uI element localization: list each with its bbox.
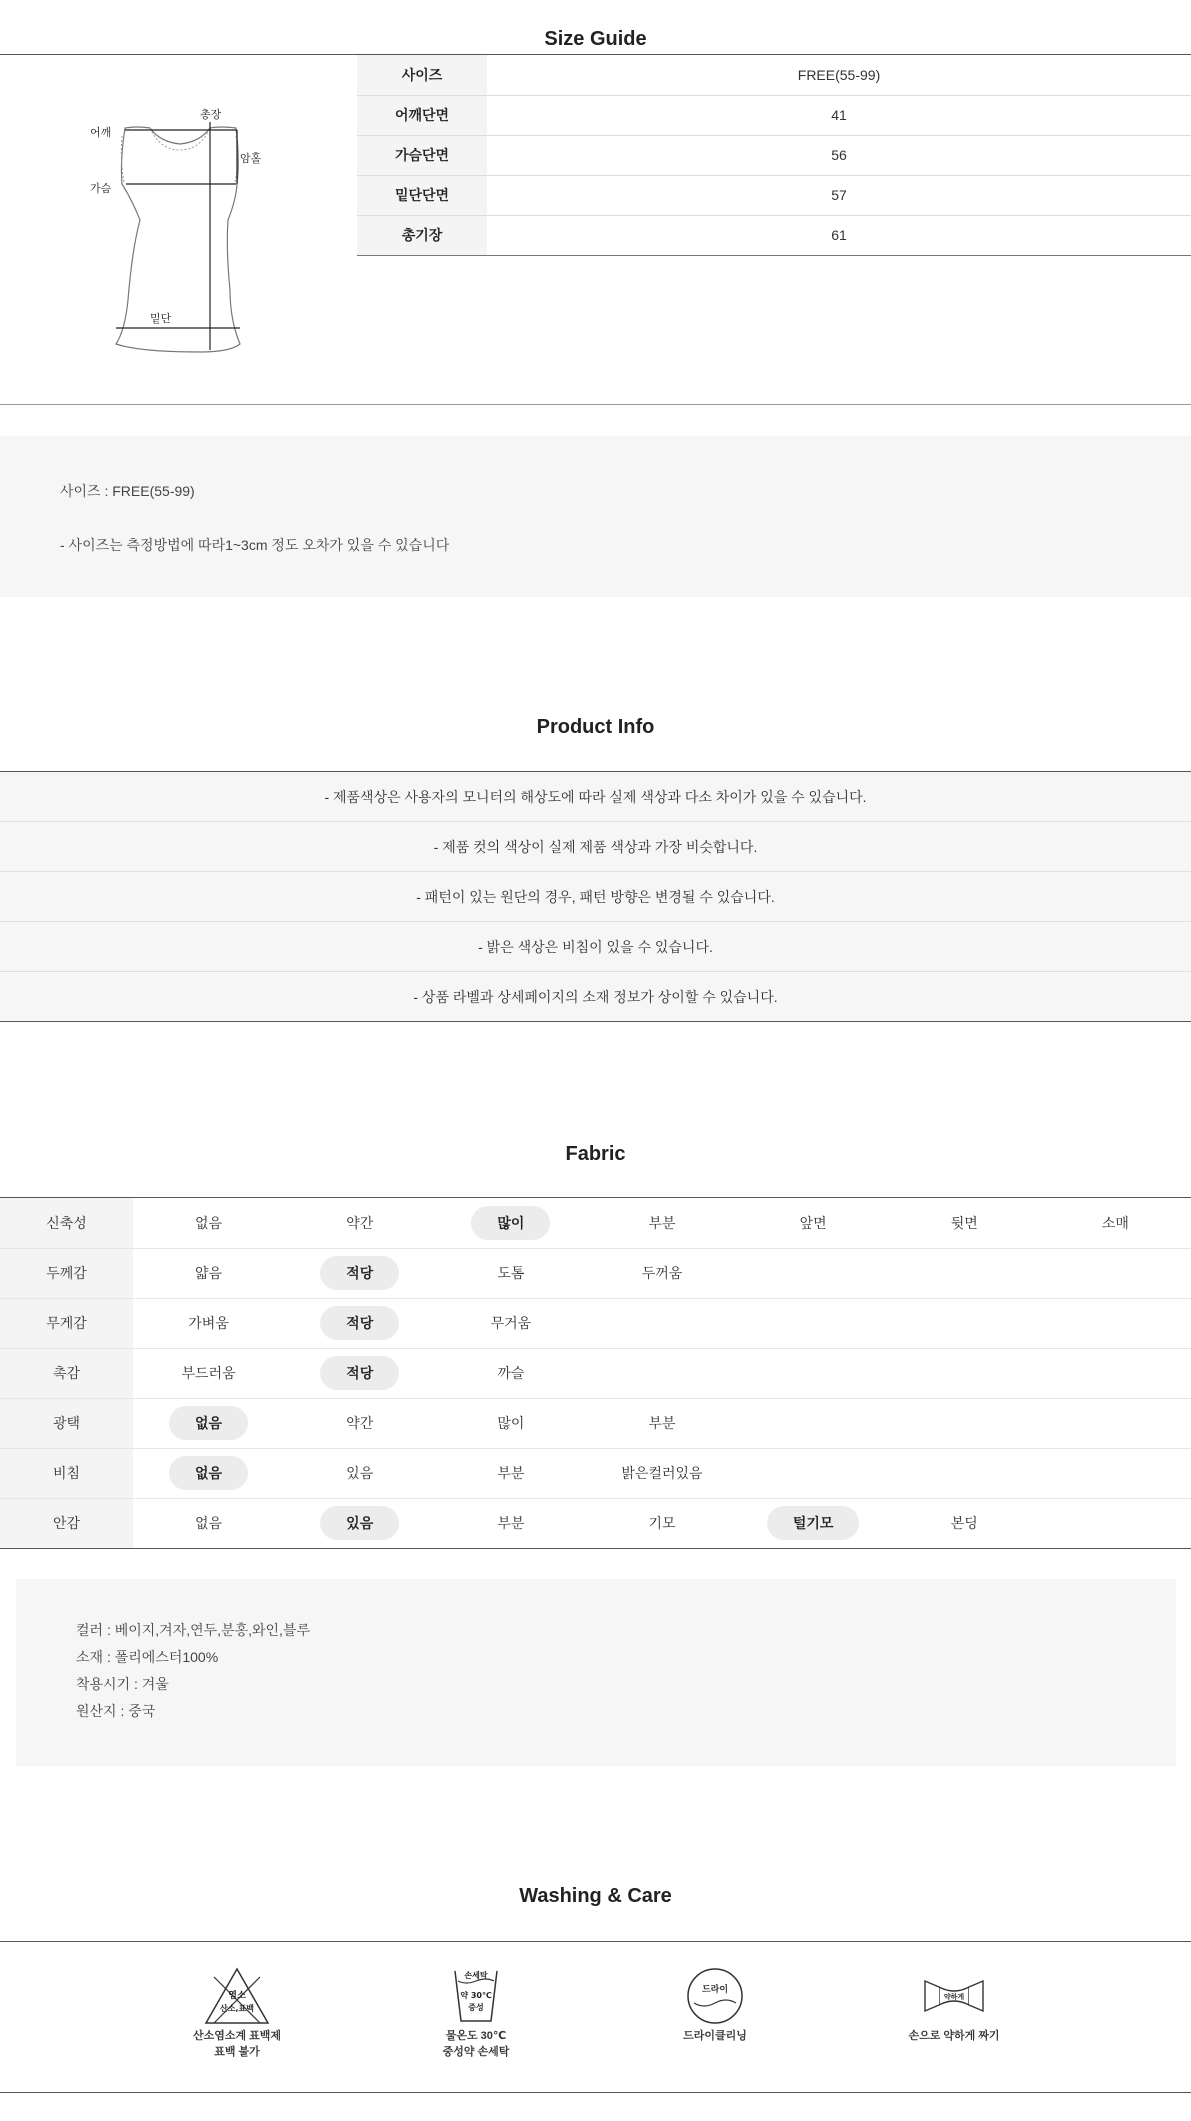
dry-clean-icon bbox=[680, 1965, 750, 2027]
fabric-option: 본딩 bbox=[950, 1515, 978, 1531]
table-row bbox=[357, 175, 1191, 215]
fabric-option-cell bbox=[889, 1348, 1040, 1398]
size-guide-title: Size Guide bbox=[544, 28, 647, 50]
table-row bbox=[357, 135, 1191, 175]
fabric-option: 기모 bbox=[648, 1515, 676, 1531]
fabric-option-cell bbox=[1040, 1348, 1191, 1398]
fabric-option-cell bbox=[284, 1398, 435, 1448]
fabric-option-cell bbox=[738, 1248, 889, 1298]
fabric-option: 많이 bbox=[497, 1415, 525, 1431]
fabric-option-selected: 없음 bbox=[169, 1406, 248, 1440]
fabric-option: 두꺼움 bbox=[641, 1265, 683, 1281]
care-label-line2: 표백 불가 bbox=[214, 2046, 260, 2058]
fabric-option-cell bbox=[738, 1348, 889, 1398]
size-value: 61 bbox=[487, 215, 1191, 255]
fabric-title: Fabric bbox=[565, 1143, 626, 1165]
size-label: 사이즈 bbox=[357, 55, 487, 95]
fabric-option-cell bbox=[133, 1198, 284, 1248]
fabric-option-cell bbox=[738, 1198, 889, 1248]
size-label: 밑단단면 bbox=[357, 175, 487, 215]
fabric-option-cell bbox=[889, 1448, 1040, 1498]
fabric-option: 약간 bbox=[346, 1415, 374, 1431]
product-info-title: Product Info bbox=[536, 716, 655, 738]
fabric-option: 가벼움 bbox=[188, 1315, 229, 1331]
fabric-option-cell bbox=[1040, 1448, 1191, 1498]
fabric-option: 부드러움 bbox=[181, 1365, 236, 1381]
care-item-dry-clean bbox=[640, 1965, 790, 2043]
size-value: 41 bbox=[487, 95, 1191, 135]
fabric-option: 얇음 bbox=[195, 1265, 223, 1281]
gentle-wring-icon bbox=[919, 1965, 989, 2027]
garment-diagram bbox=[80, 100, 310, 360]
care-item-gentle-wring bbox=[879, 1965, 1029, 2043]
fabric-option-selected: 적당 bbox=[320, 1306, 399, 1340]
fabric-option-cell bbox=[889, 1398, 1040, 1448]
size-label: 가슴단면 bbox=[357, 135, 487, 175]
care-label-line1: 산소염소계 표백제 bbox=[192, 2030, 282, 2042]
fabric-option-cell bbox=[435, 1398, 586, 1448]
care-label-line1: 드라이클리닝 bbox=[683, 2030, 747, 2042]
fabric-option-cell bbox=[284, 1348, 435, 1398]
list-item: - 밝은 색상은 비침이 있을 수 있습니다. bbox=[0, 922, 1191, 972]
dry-clean-symbol-top: 드라이 bbox=[701, 1985, 729, 1995]
fabric-option-cell bbox=[738, 1398, 889, 1448]
hand-wash-symbol-mid: 약 30℃ bbox=[460, 1991, 492, 2000]
care-label-line1: 손으로 약하게 짜기 bbox=[908, 2030, 1000, 2042]
fabric-attribute-label: 비침 bbox=[0, 1448, 133, 1498]
fabric-attribute-label: 안감 bbox=[0, 1498, 133, 1548]
fabric-attribute-label: 광택 bbox=[0, 1398, 133, 1448]
label-shoulder: 어깨 bbox=[90, 126, 112, 139]
label-chest: 가슴 bbox=[90, 182, 112, 195]
fabric-option-cell bbox=[889, 1248, 1040, 1298]
washing-care-title: Washing & Care bbox=[519, 1885, 672, 1907]
fabric-option-selected: 없음 bbox=[169, 1456, 248, 1490]
table-row bbox=[357, 55, 1191, 95]
fabric-option-selected: 많이 bbox=[471, 1206, 550, 1240]
fabric-option-cell bbox=[435, 1498, 586, 1548]
color-detail: 컬러 : 베이지,겨자,연두,분홍,와인,블루 bbox=[76, 1622, 310, 1638]
list-item: - 제품색상은 사용자의 모니터의 해상도에 따라 실제 색상과 다소 차이가 있을 수 있습니다. bbox=[0, 772, 1191, 822]
table-row bbox=[0, 1498, 1191, 1548]
origin-detail: 원산지 : 중국 bbox=[76, 1703, 156, 1719]
fabric-option-cell bbox=[435, 1348, 586, 1398]
material-detail: 소재 : 폴리에스터100% bbox=[76, 1649, 219, 1665]
season-detail: 착용시기 : 겨울 bbox=[76, 1676, 169, 1692]
fabric-option-cell bbox=[133, 1248, 284, 1298]
fabric-option-cell bbox=[889, 1198, 1040, 1248]
fabric-option-cell bbox=[133, 1448, 284, 1498]
fabric-option-cell bbox=[435, 1448, 586, 1498]
label-length: 총장 bbox=[200, 108, 222, 121]
fabric-option-cell bbox=[435, 1298, 586, 1348]
table-row bbox=[0, 1298, 1191, 1348]
fabric-option-selected: 적당 bbox=[320, 1356, 399, 1390]
care-label-line2: 중성약 손세탁 bbox=[442, 2046, 510, 2058]
washing-bottom-rule bbox=[0, 2092, 1191, 2093]
fabric-option-cell bbox=[435, 1198, 586, 1248]
fabric-option-cell bbox=[889, 1498, 1040, 1548]
hand-wash-symbol-top: 손세탁 bbox=[464, 1971, 488, 1980]
fabric-attribute-label: 무게감 bbox=[0, 1298, 133, 1348]
washing-top-rule bbox=[0, 1941, 1191, 1942]
fabric-option-cell bbox=[1040, 1298, 1191, 1348]
size-value: FREE(55-99) bbox=[487, 55, 1191, 95]
fabric-table bbox=[0, 1198, 1191, 1549]
garment-outline bbox=[116, 127, 240, 352]
fabric-option-cell bbox=[586, 1298, 737, 1348]
fabric-option-cell bbox=[1040, 1248, 1191, 1298]
size-label: 총기장 bbox=[357, 215, 487, 255]
fabric-option-cell bbox=[133, 1498, 284, 1548]
fabric-details-box bbox=[16, 1579, 1176, 1766]
fabric-option-cell bbox=[133, 1298, 284, 1348]
no-bleach-symbol-top: 염소 bbox=[228, 1991, 246, 2001]
list-item: - 상품 라벨과 상세페이지의 소재 정보가 상이할 수 있습니다. bbox=[0, 972, 1191, 1022]
table-row bbox=[357, 95, 1191, 135]
label-hem: 밑단 bbox=[150, 312, 172, 325]
care-item-hand-wash bbox=[401, 1965, 551, 2059]
fabric-option-selected: 털기모 bbox=[767, 1506, 860, 1540]
table-row bbox=[0, 1198, 1191, 1248]
fabric-option: 있음 bbox=[346, 1465, 374, 1481]
fabric-option-cell bbox=[889, 1298, 1040, 1348]
size-table bbox=[357, 55, 1191, 256]
table-row bbox=[0, 1248, 1191, 1298]
fabric-option-cell bbox=[1040, 1198, 1191, 1248]
label-armhole: 암홀 bbox=[240, 152, 262, 165]
fabric-option: 도톰 bbox=[497, 1265, 525, 1281]
fabric-option-cell bbox=[284, 1298, 435, 1348]
fabric-attribute-label: 신축성 bbox=[0, 1198, 133, 1248]
fabric-option-cell bbox=[1040, 1498, 1191, 1548]
list-item: - 제품 컷의 색상이 실제 제품 색상과 가장 비슷합니다. bbox=[0, 822, 1191, 872]
fabric-option-cell bbox=[284, 1248, 435, 1298]
table-row bbox=[357, 215, 1191, 255]
fabric-option: 소매 bbox=[1101, 1214, 1129, 1231]
table-row bbox=[0, 1348, 1191, 1398]
fabric-option-cell bbox=[586, 1348, 737, 1398]
fabric-option-cell bbox=[586, 1448, 737, 1498]
fabric-option-cell bbox=[586, 1398, 737, 1448]
fabric-option-cell bbox=[586, 1498, 737, 1548]
no-bleach-icon bbox=[202, 1965, 272, 2027]
table-row bbox=[0, 1448, 1191, 1498]
fabric-option-cell bbox=[133, 1348, 284, 1398]
fabric-option-cell bbox=[738, 1448, 889, 1498]
fabric-option-selected: 적당 bbox=[320, 1256, 399, 1290]
table-row bbox=[0, 1398, 1191, 1448]
fabric-option-cell bbox=[738, 1298, 889, 1348]
fabric-option-cell bbox=[586, 1248, 737, 1298]
size-value: 57 bbox=[487, 175, 1191, 215]
fabric-option-cell bbox=[586, 1198, 737, 1248]
fabric-option: 밝은컬러있음 bbox=[621, 1465, 703, 1481]
care-item-no-bleach bbox=[162, 1965, 312, 2059]
fabric-option: 부분 bbox=[648, 1415, 676, 1431]
fabric-option-cell bbox=[284, 1448, 435, 1498]
size-tolerance-note: - 사이즈는 측정방법에 따라1~3cm 정도 오차가 있을 수 있습니다 bbox=[60, 537, 450, 553]
fabric-option-cell bbox=[133, 1398, 284, 1448]
hand-wash-icon bbox=[441, 1965, 511, 2027]
fabric-option: 뒷면 bbox=[950, 1214, 978, 1231]
size-label: 어깨단면 bbox=[357, 95, 487, 135]
size-note-box bbox=[0, 436, 1191, 597]
fabric-option: 부분 bbox=[497, 1515, 525, 1531]
fabric-option: 앞면 bbox=[799, 1214, 827, 1231]
gentle-wring-symbol-top: 약하게 bbox=[943, 1993, 965, 2001]
product-info-list bbox=[0, 772, 1191, 1022]
fabric-option: 약간 bbox=[346, 1214, 374, 1231]
fabric-attribute-label: 두께감 bbox=[0, 1248, 133, 1298]
size-note-line: 사이즈 : FREE(55-99) bbox=[60, 483, 195, 499]
size-guide-bottom-rule bbox=[0, 404, 1191, 405]
fabric-option: 까슬 bbox=[497, 1365, 525, 1381]
fabric-attribute-label: 촉감 bbox=[0, 1348, 133, 1398]
size-value: 56 bbox=[487, 135, 1191, 175]
fabric-option-cell bbox=[1040, 1398, 1191, 1448]
care-label-line1: 물온도 30℃ bbox=[445, 2030, 507, 2042]
fabric-option-cell bbox=[435, 1248, 586, 1298]
fabric-option: 없음 bbox=[195, 1515, 223, 1531]
list-item: - 패턴이 있는 원단의 경우, 패턴 방향은 변경될 수 있습니다. bbox=[0, 872, 1191, 922]
fabric-option: 부분 bbox=[648, 1214, 676, 1231]
fabric-option-cell bbox=[738, 1498, 889, 1548]
fabric-option-cell bbox=[284, 1498, 435, 1548]
fabric-option: 무거움 bbox=[490, 1315, 532, 1331]
fabric-option: 없음 bbox=[195, 1214, 223, 1231]
fabric-option-selected: 있음 bbox=[320, 1506, 399, 1540]
no-bleach-symbol-bottom: 산소,표백 bbox=[220, 2004, 254, 2013]
fabric-option: 부분 bbox=[497, 1465, 525, 1481]
fabric-option-cell bbox=[284, 1198, 435, 1248]
hand-wash-symbol-bottom: 중성 bbox=[468, 2003, 484, 2012]
